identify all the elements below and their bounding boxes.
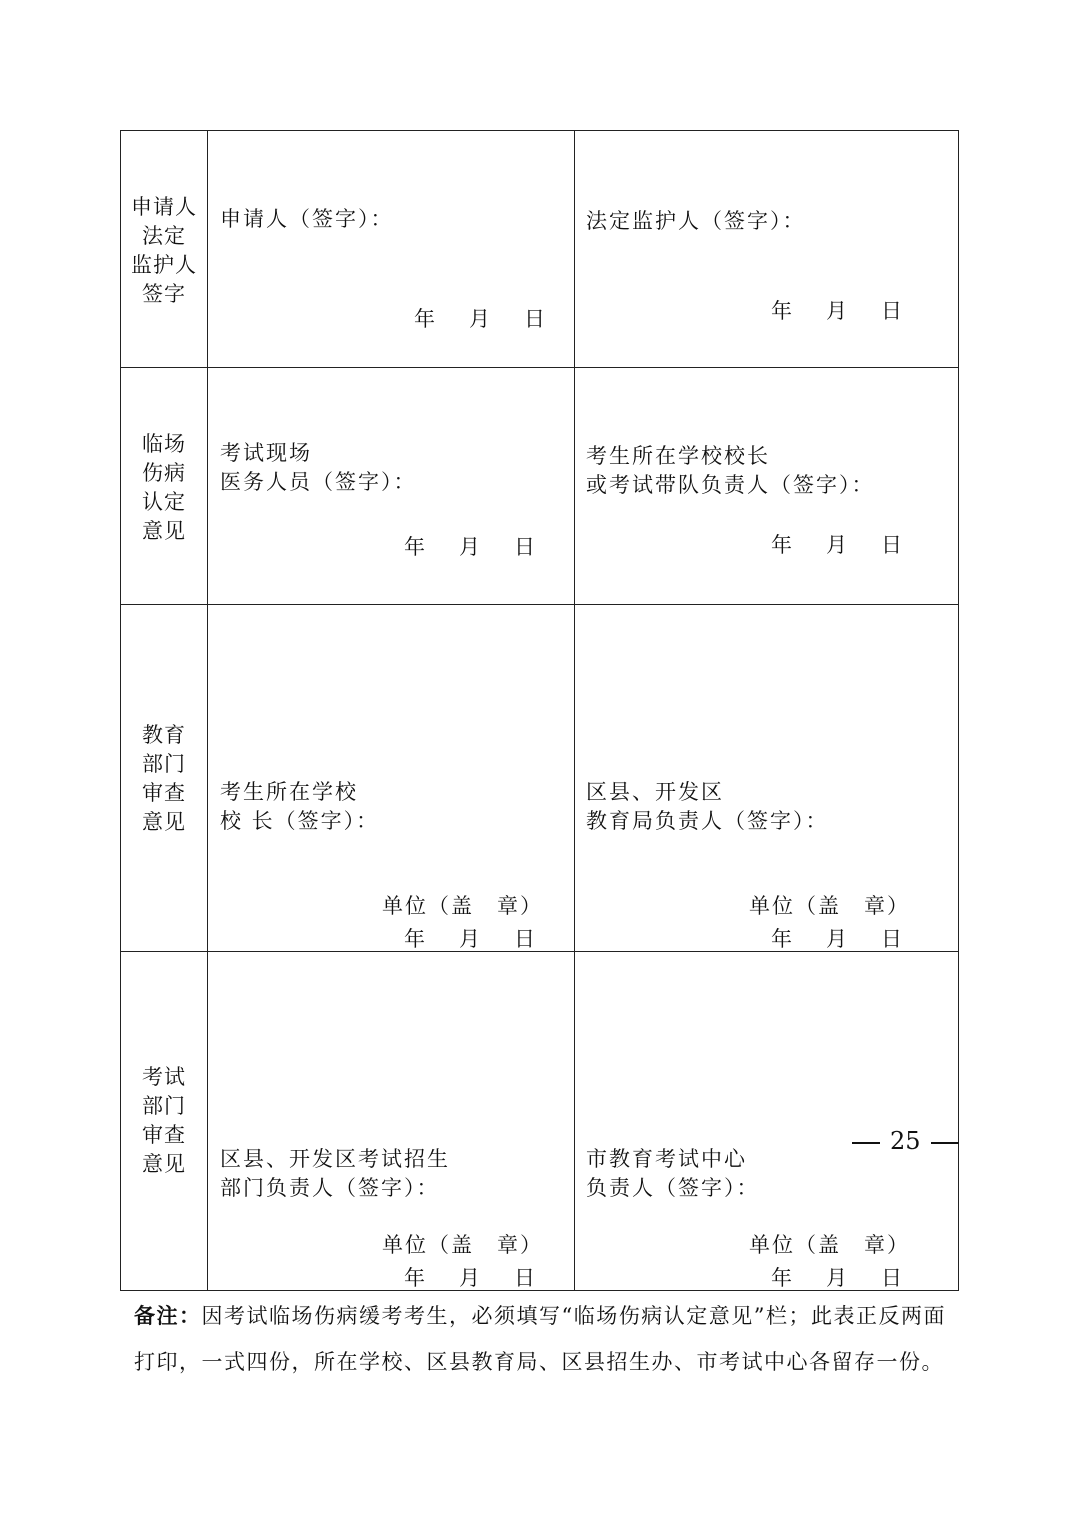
district-exam-office-signature-cell[interactable]: [208, 952, 575, 1291]
row-label-cell: [121, 131, 208, 368]
principal-label: 考生所在学校校长 或考试带队负责人（签字）：: [586, 444, 875, 497]
medical-staff-label: 考试现场 医务人员（签字）：: [220, 441, 417, 494]
row-label: 临场 伤病 认定 意见: [142, 432, 186, 543]
row-label: 申请人 法定 监护人 签字: [131, 195, 197, 306]
applicant-signature-label: 申请人（签字）：: [220, 207, 394, 231]
form-row-injury-assessment: [121, 368, 959, 605]
city-exam-center-signature-cell[interactable]: [575, 952, 959, 1291]
remark-line-2: 打印，一式四份，所在学校、区县教育局、区县招生办、市考试中心各留存一份。: [134, 1350, 944, 1374]
row-label-cell: [121, 368, 208, 605]
unit-stamp-label: 单位（盖 章）: [749, 1233, 910, 1257]
form-row-exam-dept-review: [121, 952, 959, 1291]
signature-form-table: [120, 130, 959, 1291]
page-number: 25: [842, 1127, 969, 1155]
date-field: 年 月 日: [771, 1266, 902, 1290]
remark-line-1: 备注：因考试临场伤病缓考考生，必须填写“临场伤病认定意见”栏；此表正反两面: [134, 1303, 946, 1328]
date-field: 年 月 日: [414, 307, 545, 331]
school-principal-signature-cell[interactable]: [208, 605, 575, 952]
row-label: 考试 部门 审查 意见: [142, 1065, 186, 1176]
date-field: 年 月 日: [771, 533, 902, 557]
date-field: 年 月 日: [404, 535, 535, 559]
row-label-cell: [121, 952, 208, 1291]
medical-staff-signature-cell[interactable]: [208, 368, 575, 605]
form-row-applicant-signature: [121, 131, 959, 368]
unit-stamp-label: 单位（盖 章）: [382, 1233, 543, 1257]
guardian-signature-label: 法定监护人（签字）：: [586, 209, 806, 233]
district-exam-office-label: 区县、开发区考试招生 部门负责人（签字）：: [220, 1147, 450, 1200]
remark-note: [134, 1293, 954, 1385]
city-exam-center-label: 市教育考试中心 负责人（签字）：: [586, 1147, 760, 1200]
unit-stamp-label: 单位（盖 章）: [382, 894, 543, 918]
form-row-education-review: [121, 605, 959, 952]
date-field: 年 月 日: [771, 927, 902, 951]
row-label-cell: [121, 605, 208, 952]
education-bureau-signature-cell[interactable]: [575, 605, 959, 952]
unit-stamp-label: 单位（盖 章）: [749, 894, 910, 918]
guardian-signature-cell[interactable]: [575, 131, 959, 368]
date-field: 年 月 日: [404, 1266, 535, 1290]
date-field: 年 月 日: [404, 927, 535, 951]
education-bureau-label: 区县、开发区 教育局负责人（签字）：: [586, 780, 829, 833]
row-label: 教育 部门 审查 意见: [142, 723, 186, 834]
applicant-signature-cell[interactable]: [208, 131, 575, 368]
date-field: 年 月 日: [771, 299, 902, 323]
school-principal-label: 考生所在学校 校 长（签字）：: [220, 780, 380, 833]
principal-signature-cell[interactable]: [575, 368, 959, 605]
